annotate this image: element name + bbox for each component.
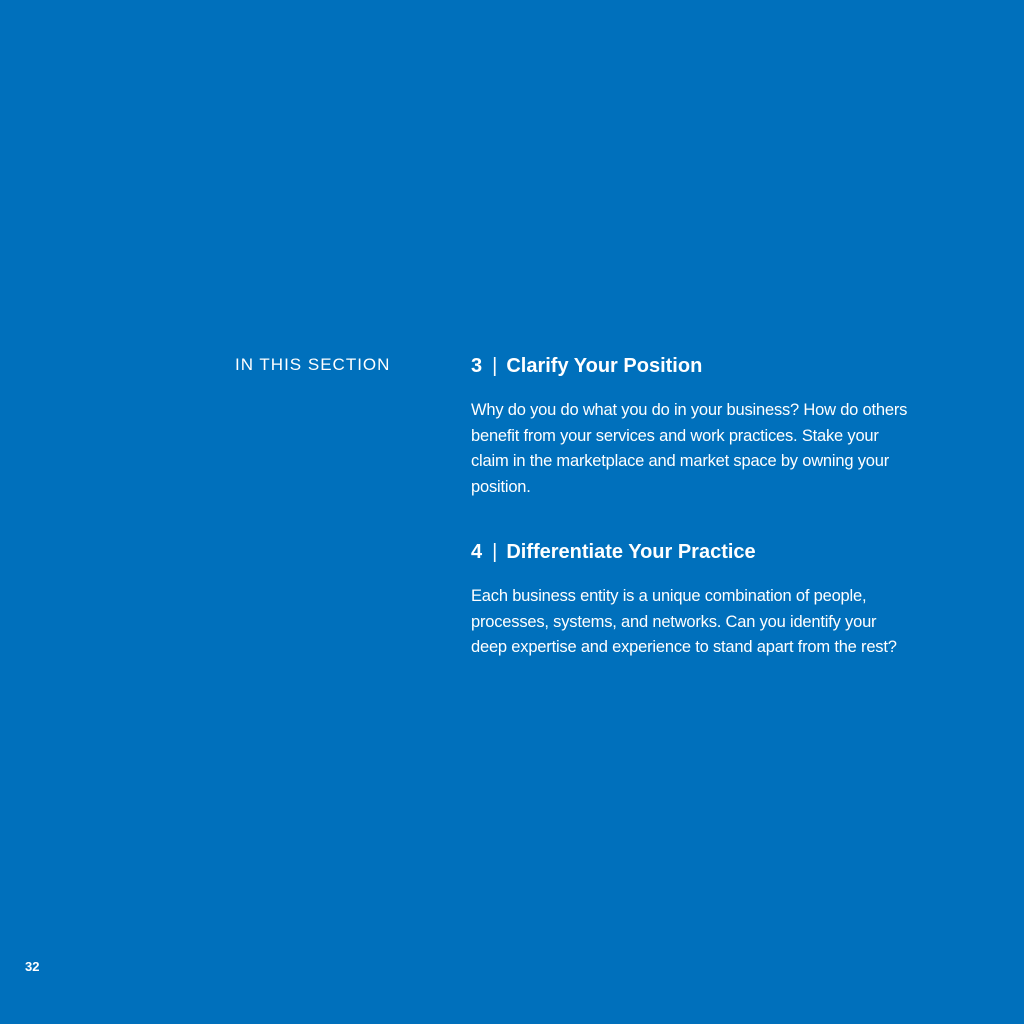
item-heading <box>471 352 911 380</box>
page-number: 32 <box>25 959 40 974</box>
item-number: 3 <box>471 355 483 377</box>
section-label: IN THIS SECTION <box>235 355 391 374</box>
item-heading <box>471 538 911 566</box>
item-title: Clarify Your Position <box>506 355 703 377</box>
item-separator: | <box>492 540 498 563</box>
item-separator: | <box>492 355 498 377</box>
item-number: 4 <box>471 540 483 563</box>
section-item-clarify-position <box>471 352 911 501</box>
section-contents <box>471 352 911 661</box>
item-title: Differentiate Your Practice <box>506 540 756 563</box>
item-body: Each business entity is a unique combination of people, processes, systems, and networks. Can you identify your deep expertise and experience to stand apart from the rest? <box>471 586 897 657</box>
section-item-differentiate-practice <box>471 538 911 661</box>
item-body: Why do you do what you do in your business? How do others benefit from your services and work practices. Stake your claim in the marketplace and market space by owning your position. <box>471 401 908 497</box>
